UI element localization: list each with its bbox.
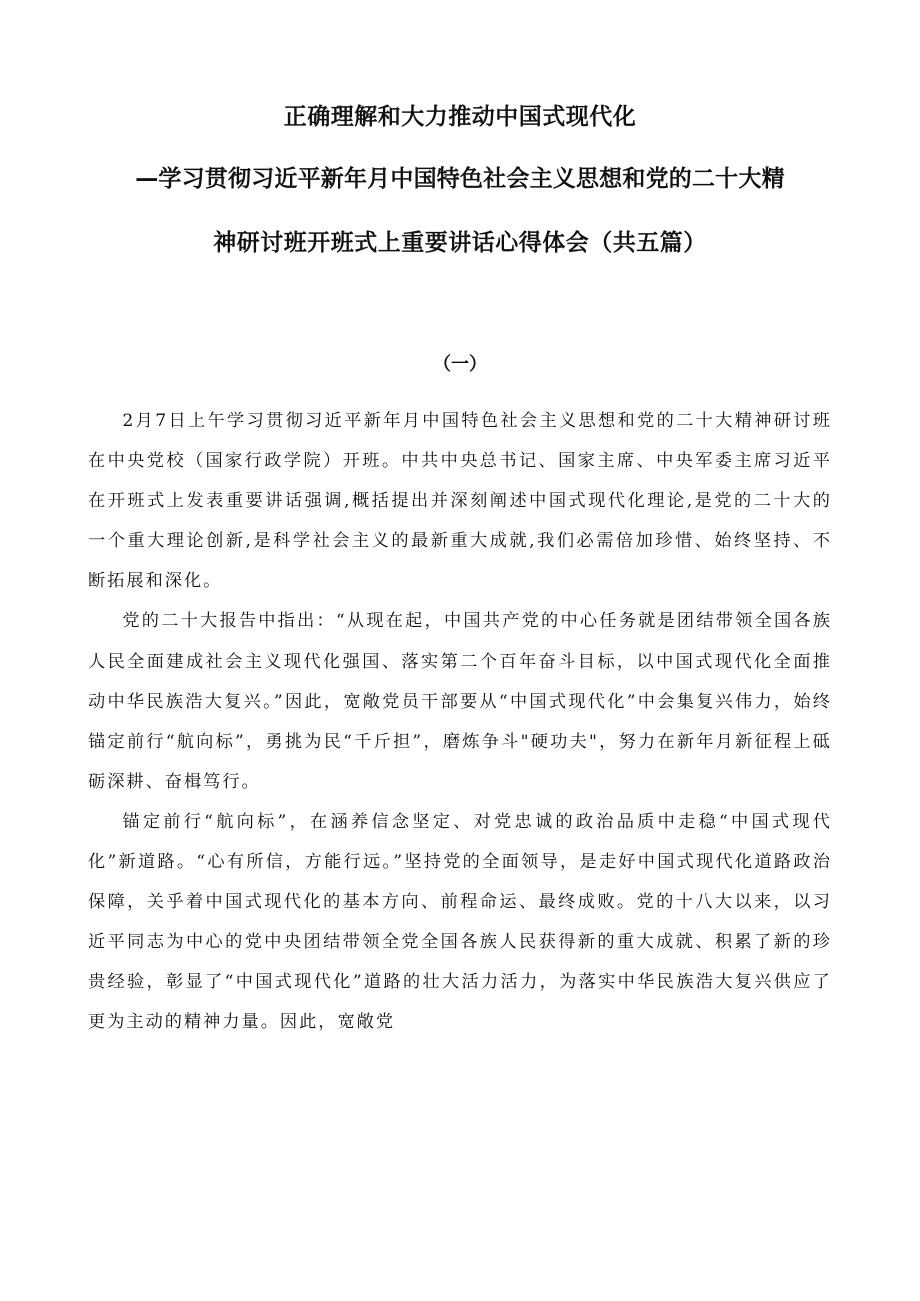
document-title: 正确理解和大力推动中国式现代化 (283, 104, 637, 130)
paragraph-3: 锚定前行“航向标”，在涵养信念坚定、对党忠诚的政治品质中走稳“中国式现代化”新道路。“心有所信，方能行远。”坚持党的全面领导，是走好中国式现代化道路政治保障，关乎着中国式现代化的基本方向、前程命运、最终成败。党的十八大以来，以习近平同志为中心的党中央团结带领全党全国各族人民获得新的重大成就、积累了新的珍贵经验，彰显了“中国式现代化”道路的壮大活力活力，为落实中华民族浩大复兴供应了更为主动的精神力量。因此，宽敞党 (88, 811, 832, 1033)
document-body (88, 401, 832, 1043)
document-subtitle-line-1: —学习贯彻习近平新年月中国特色社会主义思想和党的二十大精 (135, 166, 785, 192)
section-heading: （一） (433, 354, 487, 375)
document-subtitle-line-2: 神研讨班开班式上重要讲话心得体会（共五篇） (213, 230, 707, 256)
paragraph-2: 党的二十大报告中指出：“从现在起，中国共产党的中心任务就是团结带领全国各族人民全面建成社会主义现代化强国、落实第二个百年奋斗目标，以中国式现代化全面推动中华民族浩大复兴。”因此，宽敞党员干部要从“中国式现代化”中会集复兴伟力，始终锚定前行“航向标”，勇挑为民“千斤担”，磨炼争斗"硬功夫"，努力在新年月新征程上砥砺深耕、奋楫笃行。 (88, 611, 832, 792)
paragraph-1: 2月7日上午学习贯彻习近平新年月中国特色社会主义思想和党的二十大精神研讨班在中央党校（国家行政学院）开班。中共中央总书记、国家主席、中央军委主席习近平在开班式上发表重要讲话强调,概括提出并深刻阐述中国式现代化理论,是党的二十大的一个重大理论创新,是科学社会主义的最新重大成就,我们必需倍加珍惜、始终坚持、不断拓展和深化。 (88, 411, 832, 592)
